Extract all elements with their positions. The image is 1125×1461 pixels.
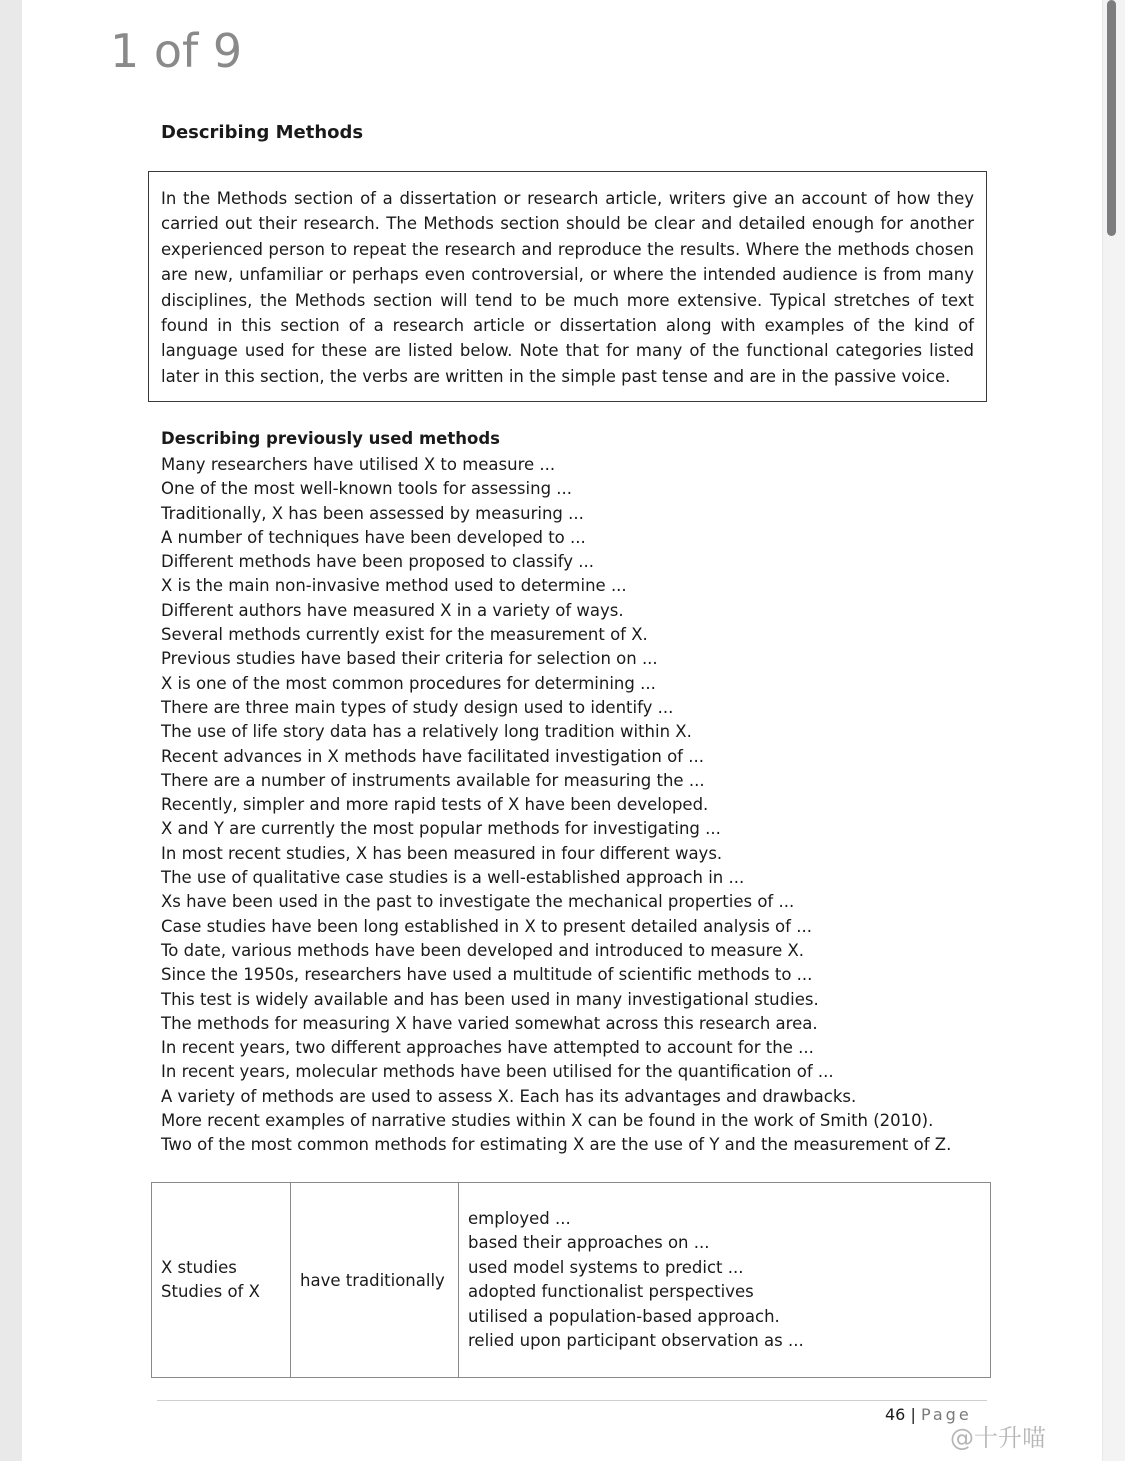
watermark: @十升喵	[950, 1424, 1046, 1452]
phrase-item: Different methods have been proposed to classify ...	[161, 552, 594, 572]
phrase-item: One of the most well-known tools for assessing ...	[161, 479, 573, 499]
phrase-item: This test is widely available and has been used in many investigational studies.	[161, 989, 819, 1009]
phrase-item: To date, various methods have been developed and introduced to measure X.	[161, 940, 805, 960]
phrase-item: In recent years, two different approaches have attempted to account for the ...	[161, 1038, 814, 1058]
page-word: Page	[920, 1405, 972, 1424]
table-cell-verb	[291, 1183, 459, 1378]
subheading: Describing previously used methods	[161, 429, 500, 448]
scrollbar-thumb[interactable]	[1107, 0, 1116, 236]
table-row	[152, 1183, 991, 1378]
phrase-item: There are a number of instruments available for measuring the ...	[161, 770, 705, 790]
phrase-item: In most recent studies, X has been measured in four different ways.	[161, 843, 723, 863]
phrase-item: A variety of methods are used to assess X. Each has its advantages and drawbacks.	[161, 1086, 857, 1106]
phrase-item: Since the 1950s, researchers have used a multitude of scientific methods to ...	[161, 965, 813, 985]
phrase-item: A number of techniques have been developed to ...	[161, 527, 586, 547]
phrase-item: X and Y are currently the most popular methods for investigating ...	[161, 819, 721, 839]
section-heading: Describing Methods	[161, 122, 364, 143]
subject-1: X studies	[161, 1258, 237, 1277]
phrase-item: Several methods currently exist for the measurement of X.	[161, 625, 648, 645]
phrase-item: Many researchers have utilised X to measure ...	[161, 455, 556, 474]
phrase-item: Xs have been used in the past to investigate the mechanical properties of ...	[161, 892, 795, 912]
phrase-item: More recent examples of narrative studies within X can be found in the work of Smith (2010).	[161, 1111, 934, 1131]
phrase-item: Recent advances in X methods have facilitated investigation of ...	[161, 746, 704, 766]
phrase-item: In recent years, molecular methods have been utilised for the quantification of ...	[161, 1062, 834, 1082]
phrase-item: There are three main types of study design used to identify ...	[161, 697, 674, 717]
phrase-item: X is one of the most common procedures for determining ...	[161, 673, 656, 693]
intro-box	[148, 171, 987, 402]
phrase-item: Traditionally, X has been assessed by measuring ...	[161, 503, 584, 523]
ending-4: adopted functionalist perspectives	[468, 1282, 754, 1301]
phrase-item: Two of the most common methods for estimating X are the use of Y and the measurement of Z.	[161, 1135, 952, 1155]
table-cell-endings	[459, 1183, 991, 1378]
ending-6: relied upon participant observation as ...	[468, 1331, 804, 1350]
phrase-item: The use of life story data has a relatively long tradition within X.	[161, 722, 692, 742]
page-number: 46	[885, 1405, 906, 1424]
footer-divider	[157, 1400, 987, 1401]
phrase-table	[151, 1182, 991, 1378]
phrase-item: Previous studies have based their criteria for selection on ...	[161, 649, 658, 669]
phrase-item: The use of qualitative case studies is a well-established approach in ...	[161, 868, 745, 888]
phrase-item: X is the main non-invasive method used to determine ...	[161, 576, 627, 596]
ending-3: used model systems to predict ...	[468, 1257, 744, 1277]
ending-2: based their approaches on ...	[468, 1233, 710, 1252]
table-cell-subjects	[152, 1183, 291, 1378]
ending-1: employed ...	[468, 1208, 571, 1228]
phrase-item: Case studies have been long established in X to present detailed analysis of ...	[161, 916, 812, 936]
ending-5: utilised a population-based approach.	[468, 1306, 780, 1326]
intro-text: In the Methods section of a dissertation or research article, writers give an account of how they carried out their research. The Methods section should be clear and detailed enough for another experienced person to repeat the research and reproduce the results. Where the methods chosen are new, unfamiliar or perhaps even controversial, or where the intended audience is from many disciplines, the Methods section will tend to be much more extensive. Typical stretches of text found in this section of a research article or dissertation along with examples of the kind of language used for these are listed below. Note that for many of the functional categories listed later in this section, the verbs are written in the simple past tense and are in the passive voice.	[161, 189, 974, 386]
phrase-list	[161, 453, 951, 1158]
page-indicator: 1 of 9	[110, 24, 243, 78]
verb-phrase: have traditionally	[300, 1270, 445, 1290]
phrase-item: The methods for measuring X have varied somewhat across this research area.	[161, 1013, 818, 1033]
phrase-item: Recently, simpler and more rapid tests of X have been developed.	[161, 795, 709, 815]
footer-separator: |	[910, 1405, 916, 1424]
subject-2: Studies of X	[161, 1282, 260, 1301]
phrase-item: Different authors have measured X in a variety of ways.	[161, 600, 624, 620]
